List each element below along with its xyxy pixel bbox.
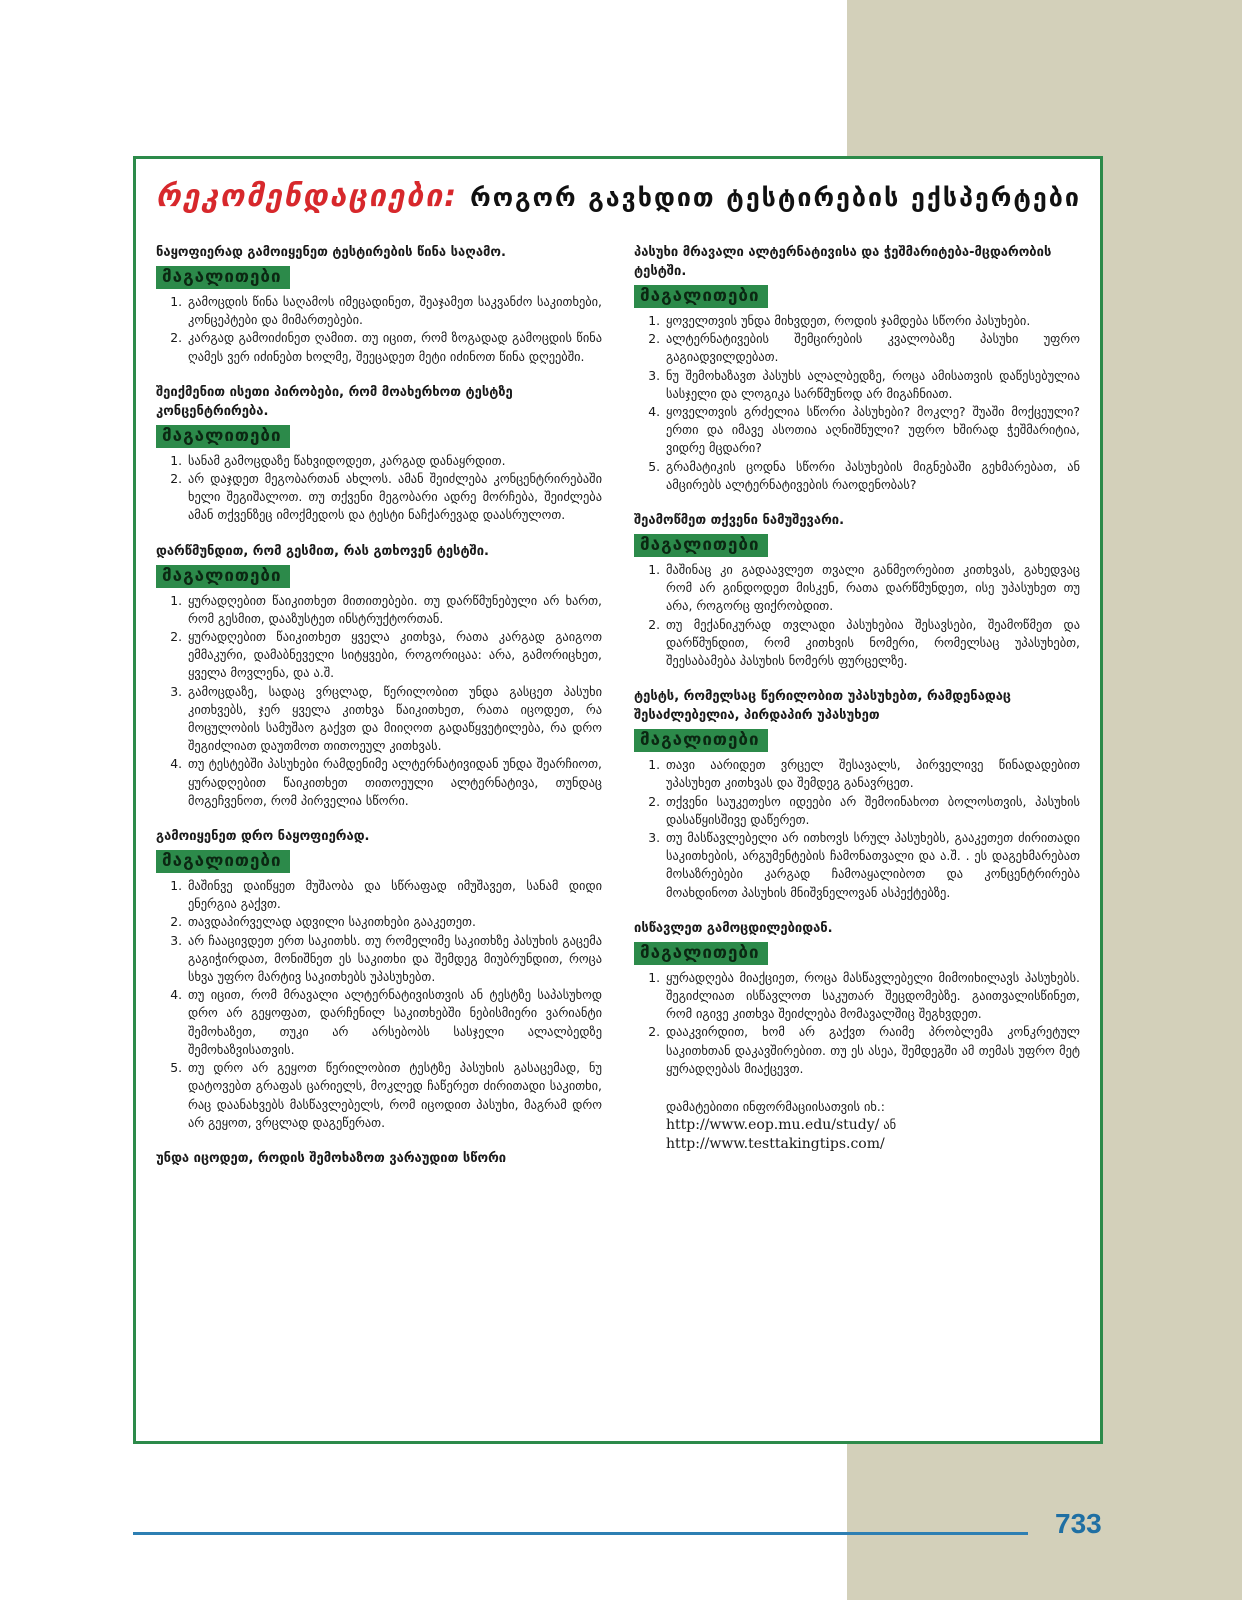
examples-list	[156, 592, 602, 810]
list-item: 2. ალტერნატივების შემცირების კვალობაზე პასუხი უფრო გაგიადვილდებათ.	[664, 330, 1080, 366]
list-item: 2. დააკვირდით, ხომ არ გაქვთ რაიმე პრობლემა კონკრეტულ საკითხთან დაკავშირებით. თუ ეს ასეა, შემდეგში ამ თემას უფრო მეტ ყურადღებას მიაქცევთ.	[664, 1023, 1080, 1078]
examples-list	[634, 561, 1080, 670]
list-item: 1. მაშინაც კი გადაავლეთ თვალი განმეორებით კითხვას, გახედვაც რომ არ გინდოდეთ მისკენ, რათა დარწმუნდეთ, ისე უპასუხეთ თუ არა, როგორც ფიქრობდით.	[664, 561, 1080, 616]
page-number: 733	[1055, 1508, 1102, 1539]
examples-badge: მაგალითები	[156, 850, 290, 873]
examples-badge: მაგალითები	[634, 729, 768, 752]
list-item: 2. თავდაპირველად ადვილი საკითხები გააკეთეთ.	[186, 913, 602, 931]
list-item: 2. თუ მექანიკურად თვლადი პასუხებია შესავსები, შეამოწმეთ და დარწმუნდით, რომ კითხვის ნომერი, რომელსაც უპასუხებთ, შეესაბამება პასუხის ნომერს ფურცელზე.	[664, 616, 1080, 671]
list-item: 2. თქვენი საუკეთესო იდეები არ შემოინახოთ ბოლოსთვის, პასუხის დასაწყისშივე დაწერეთ.	[664, 793, 1080, 829]
tip-section	[634, 919, 1080, 1078]
more-info-link-2[interactable]: http://www.testtakingtips.com/	[666, 1136, 885, 1153]
tip-section	[634, 243, 1080, 494]
tip-section	[156, 542, 602, 810]
left-column	[156, 243, 602, 1185]
title-red: რეკომენდაციები:	[156, 179, 459, 214]
examples-badge: მაგალითები	[156, 565, 290, 588]
list-item: 1. გამოცდის წინა საღამოს იმეცადინეთ, შეაჯამეთ საკვანძო საკითხები, კონცეპტები და მიმართებები.	[186, 293, 602, 329]
examples-list	[634, 312, 1080, 494]
examples-badge: მაგალითები	[156, 266, 290, 289]
more-info-link-1[interactable]: http://www.eop.mu.edu/study/	[666, 1117, 880, 1134]
list-item: 3. ნუ შემოხაზავთ პასუხს ალალბედზე, როცა ამისათვის დაწესებულია სასჯელი და ლოგიკა სარწმუნოდ არ მიგაჩნიათ.	[664, 367, 1080, 403]
list-item: 3. არ ჩააცივდეთ ერთ საკითხს. თუ რომელიმე საკითხზე პასუხის გაცემა გაგიჭირდათ, მონიშნეთ ეს საკითხი და შემდეგ მიუბრუნდით, როცა სხვა უფრო მარტივ საკითხებს უპასუხებთ.	[186, 932, 602, 987]
more-info	[634, 1098, 1080, 1154]
list-item: 1. თავი აარიდეთ ვრცელ შესავალს, პირველივე წინადადებით უპასუხეთ კითხვას და შემდეგ განავრცეთ.	[664, 756, 1080, 792]
examples-badge: მაგალითები	[634, 285, 768, 308]
list-item: 2. ყურადღებით წაიკითხეთ ყველა კითხვა, რათა კარგად გაიგოთ ემმაკური, დამაბნეველი სიტყვები, როგორიცაა: არა, გამორიცხეთ, ყველა მოვლენა, და ა.შ.	[186, 628, 602, 683]
list-item: 4. თუ ტესტებში პასუხები რამდენიმე ალტერნატივიდან უნდა შეარჩიოთ, ყურადღებით წაიკითხეთ თითოეული ალტერნატივა, თუნდაც მოგეჩვენოთ, რომ პირველია სწორი.	[186, 755, 602, 810]
tip-section	[634, 511, 1080, 670]
examples-list	[156, 293, 602, 366]
footer-rule	[133, 1532, 1028, 1535]
tip-section	[156, 827, 602, 1132]
tip-section	[156, 1149, 602, 1168]
right-column	[634, 243, 1080, 1154]
list-item: 1. ყურადღებით წაიკითხეთ მითითებები. თუ დარწმუნებული არ ხართ, რომ გესმით, დააზუსტეთ ინსტრუქტორთან.	[186, 592, 602, 628]
box-title	[156, 179, 1086, 214]
examples-badge: მაგალითები	[156, 425, 290, 448]
section-heading: ტესტს, რომელსაც წერილობით უპასუხებთ, რამდენადაც შესაძლებელია, პირდაპირ უპასუხეთ	[634, 689, 1012, 724]
list-item: 2. არ დაჯდეთ მეგობართან ახლოს. ამან შეიძლება კონცენტრირებაში ხელი შეგიშალოთ. თუ თქვენი მეგობარი ადრე მორჩება, შეიძლება ამან თქვენზეც იმოქმედოს და ტესტი ნაჩქარევად დაასრულოთ.	[186, 470, 602, 525]
section-heading: პასუხი მრავალი ალტერნატივისა და ჭეშმარიტება-მცდარობის ტესტში.	[634, 245, 1052, 279]
examples-badge: მაგალითები	[634, 942, 768, 965]
recommendations-box	[133, 156, 1103, 1444]
section-heading: ისწავლეთ გამოცდილებიდან.	[634, 920, 833, 936]
list-item: 4. ყოველთვის გრძელია სწორი პასუხები? მოკლე? შუაში მოქცეული? ერთი და იმავე ასოთია აღნიშნული? უფრო ხშირად ჭეშმარიტია, ვიდრე მცდარი?	[664, 403, 1080, 458]
more-info-connector: ან	[883, 1117, 897, 1133]
examples-list	[634, 756, 1080, 902]
more-info-label: დამატებითი ინფორმაციისათვის იხ.:	[666, 1099, 885, 1115]
section-heading: შეამოწმეთ თქვენი ნამუშევარი.	[634, 513, 845, 529]
examples-badge: მაგალითები	[634, 534, 768, 557]
list-item: 4. თუ იცით, რომ მრავალი ალტერნატივისთვის ან ტესტზე საპასუხოდ დრო არ გეყოფათ, დარჩენილ საკითხებში ნებისმიერი ვარიანტი შემოხაზეთ, თუკი არ არსებობს სასჯელი ალალბედზე შემოხაზვისათვის.	[186, 986, 602, 1059]
list-item: 5. თუ დრო არ გეყოთ წერილობით ტესტზე პასუხის გასაცემად, ნუ დატოვებთ გრაფას ცარიელს, მოკლედ ჩაწერეთ ძირითადი საკითხი, რაც დაანახვებს მასწავლებელს, რომ იცოდით პასუხი, მაგრამ დრო არ გეყოთ, ვრცლად დაგეწერათ.	[186, 1059, 602, 1132]
title-black: როგორ გავხდით ტესტირების ექსპერტები	[470, 183, 1081, 212]
list-item: 1. მაშინვე დაიწყეთ მუშაობა და სწრაფად იმუშავეთ, სანამ დიდი ენერგია გაქვთ.	[186, 877, 602, 913]
list-item: 1. ყურადღება მიაქციეთ, როცა მასწავლებელი მიმოიხილავს პასუხებს. შეგიძლიათ ისწავლოთ საკუთარ შეცდომებზე. გაითვალისწინეთ, რომ იგივე კითხვა შეიძლება მომავალშიც შეგხვდეთ.	[664, 969, 1080, 1024]
examples-list	[156, 452, 602, 525]
tip-section	[634, 687, 1080, 902]
section-heading: შეიქმენით ისეთი პირობები, რომ მოახერხოთ ტესტზე კონცენტრირება.	[156, 384, 513, 419]
list-item: 3. გამოცდაზე, სადაც ვრცლად, წერილობით უნდა გასცეთ პასუხი კითხვებს, ჯერ ყველა კითხვა წაიკითხეთ, რათა იცოდეთ, რა მოცულობის სამუშაო გაქვთ და მიიღოთ გადაწყვეტილება, რა დრო შეგიძლიათ დაუთმოთ თითოეულ კითხვას.	[186, 683, 602, 756]
tip-section	[156, 383, 602, 525]
section-heading: გამოიყენეთ დრო ნაყოფიერად.	[156, 829, 370, 845]
section-heading: უნდა იცოდეთ, როდის შემოხაზოთ ვარაუდით სწორი	[156, 1150, 507, 1166]
examples-list	[634, 969, 1080, 1078]
section-heading: ნაყოფიერად გამოიყენეთ ტესტირების წინა საღამო.	[156, 245, 506, 260]
list-item: 1. სანამ გამოცდაზე წახვიდოდეთ, კარგად დანაყრდით.	[186, 452, 602, 470]
list-item: 2. კარგად გამოიძინეთ ღამით. თუ იცით, რომ ზოგადად გამოცდის წინა ღამეს ვერ იძინებთ ხოლმე, შეეცადეთ მეტი იძინოთ წინა დღეებში.	[186, 329, 602, 365]
list-item: 1. ყოველთვის უნდა მიხვდეთ, როდის ჯამდება სწორი პასუხები.	[664, 312, 1080, 330]
section-heading: დარწმუნდით, რომ გესმით, რას გთხოვენ ტესტში.	[156, 543, 489, 559]
list-item: 5. გრამატიკის ცოდნა სწორი პასუხების მიგნებაში გეხმარებათ, ან ამცირებს ალტერნატივების რაოდენობას?	[664, 458, 1080, 494]
list-item: 3. თუ მასწავლებელი არ ითხოვს სრულ პასუხებს, გააკეთეთ ძირითადი საკითხების, არგუმენტების ჩამონათვალი და ა.შ. . ეს დაგეხმარებათ მოსაზრებები კარგად ჩამოაყალიბოთ და კონცენტრირება მოახდინოთ პასუხის მნიშვნელოვან ასპექტებზე.	[664, 829, 1080, 902]
examples-list	[156, 877, 602, 1132]
tip-section	[156, 243, 602, 366]
